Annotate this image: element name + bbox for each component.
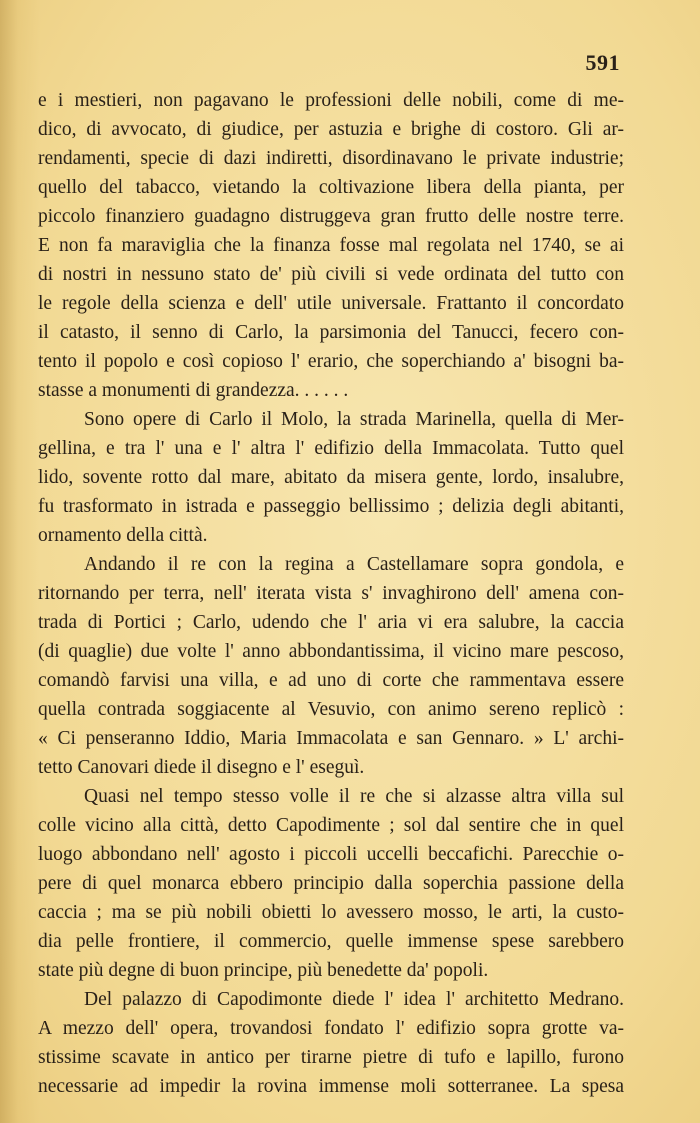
text-line: ornamento della città. (38, 525, 208, 546)
text-line: rendamenti, specie di dazi indiretti, disordinavano le private industrie; (38, 148, 624, 169)
text-line: necessarie ad impedir la rovina immense moli sotterranee. La spesa (38, 1076, 624, 1097)
text-line: ritornando per terra, nell' iterata vista s' invaghirono dell' amena con- (38, 583, 624, 604)
text-line: luogo abbondano nell' agosto i piccoli uccelli beccafichi. Parecchie o- (38, 844, 624, 865)
text-line: caccia ; ma se più nobili obietti lo avessero mosso, le arti, la custo- (38, 902, 624, 923)
text-line: A mezzo dell' opera, trovandosi fondato l' edifizio sopra grotte va- (38, 1018, 624, 1039)
text-line: Quasi nel tempo stesso volle il re che si alzasse altra villa sul (84, 786, 624, 807)
text-line: « Ci penseranno Iddio, Maria Immacolata e san Gennaro. » L' archi- (38, 728, 624, 749)
text-line: Andando il re con la regina a Castellamare sopra gondola, e (84, 554, 624, 575)
text-line: state più degne di buon principe, più benedette da' popoli. (38, 960, 489, 981)
page-number: 591 (585, 50, 620, 75)
text-line: il catasto, il senno di Carlo, la parsimonia del Tanucci, fecero con- (38, 322, 624, 343)
paragraph-4 (38, 782, 624, 985)
text-line: quello del tabacco, vietando la coltivazione libera della pianta, per (38, 177, 624, 198)
text-line: tento il popolo e così copioso l' erario, che soperchiando a' bisogni ba- (38, 351, 624, 372)
text-line: stasse a monumenti di grandezza. . . . . . (38, 380, 349, 401)
paragraph-3 (38, 550, 624, 782)
text-line: Sono opere di Carlo il Molo, la strada Marinella, quella di Mer- (84, 409, 624, 430)
text-line: Del palazzo di Capodimonte diede l' idea l' architetto Medrano. (84, 989, 624, 1010)
text-line: E non fa maraviglia che la finanza fosse mal regolata nel 1740, se ai (38, 235, 624, 256)
text-line: dia pelle frontiere, il commercio, quelle immense spese sarebbero (38, 931, 624, 952)
paragraph-2 (38, 405, 624, 550)
text-line: pere di quel monarca ebbero principio dalla soperchia passione della (38, 873, 624, 894)
text-line: (di quaglie) due volte l' anno abbondantissima, il vicino mare pescoso, (38, 641, 624, 662)
text-line: trada di Portici ; Carlo, udendo che l' aria vi era salubre, la caccia (38, 612, 624, 633)
paragraph-1 (38, 86, 624, 405)
text-line: fu trasformato in istrada e passeggio bellissimo ; delizia degli abitanti, (38, 496, 624, 517)
text-line: comandò farvisi una villa, e ad uno di corte che rammentava essere (38, 670, 624, 691)
text-line: le regole della scienza e dell' utile universale. Frattanto il concordato (38, 293, 624, 314)
text-line: dico, di avvocato, di giudice, per astuzia e brighe di costoro. Gli ar- (38, 119, 624, 140)
text-line: lido, sovente rotto dal mare, abitato da misera gente, lordo, insalubre, (38, 467, 624, 488)
text-line: e i mestieri, non pagavano le professioni delle nobili, come di me- (38, 90, 624, 111)
text-line: gellina, e tra l' una e l' altra l' edifizio della Immacolata. Tutto quel (38, 438, 624, 459)
text-line: di nostri in nessuno stato de' più civili si vede ordinata del tutto con (38, 264, 624, 285)
text-line: quella contrada soggiacente al Vesuvio, con animo sereno replicò : (38, 699, 624, 720)
text-line: tetto Canovari diede il disegno e l' eseguì. (38, 757, 365, 778)
body-text (38, 86, 624, 1101)
paragraph-5 (38, 985, 624, 1101)
text-line: stissime scavate in antico per tirarne pietre di tufo e lapillo, furono (38, 1047, 624, 1068)
text-line: piccolo finanziero guadagno distruggeva gran frutto delle nostre terre. (38, 206, 624, 227)
text-line: colle vicino alla città, detto Capodimente ; sol dal sentire che in quel (38, 815, 624, 836)
